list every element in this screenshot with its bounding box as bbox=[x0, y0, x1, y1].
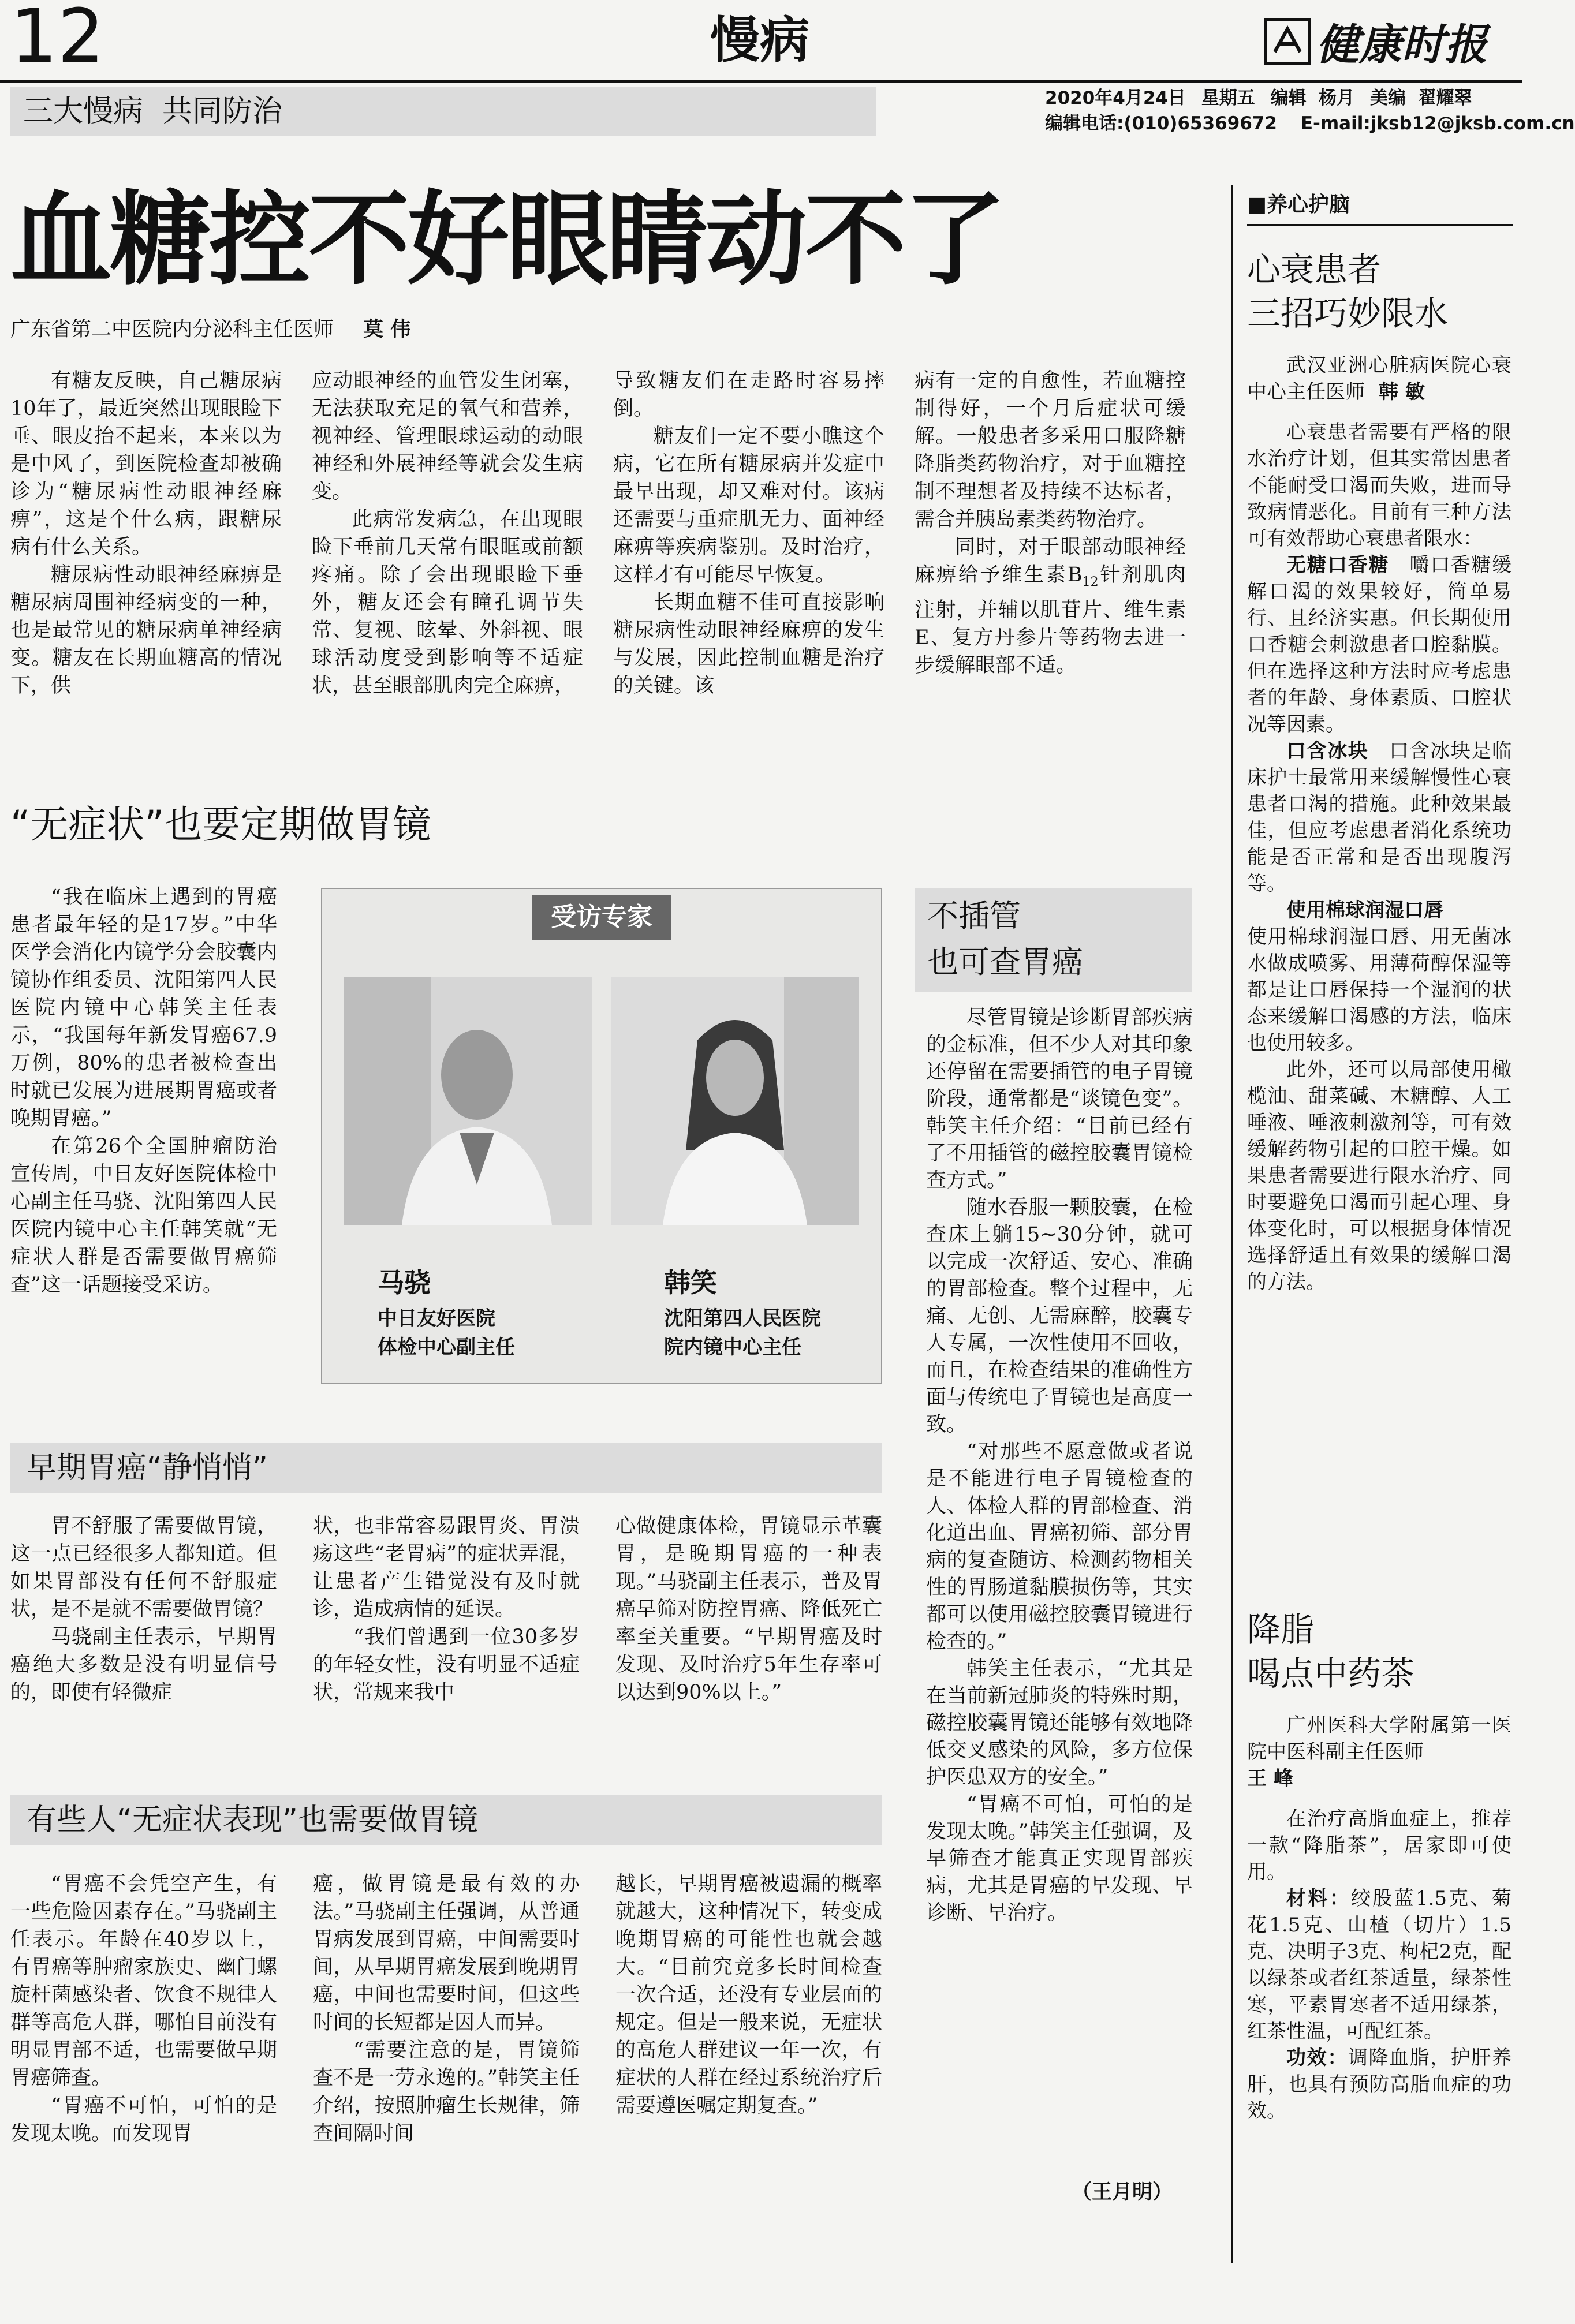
paragraph: 越长，早期胃癌被遗漏的概率就越大，这种情况下，转变成晚期胃癌的可能性也就会越大。“目前究竟多长时间检查一次合适，还没有专业层面的规定。但是一般来说，无症状的高危人群建议一年一次，有症状的人群在经过系统治疗后需要遵医嘱定期复查。” bbox=[615, 1873, 882, 2117]
paragraph: 在第26个全国肿瘤防治宣传周，中日友好医院体检中心副主任马骁、沈阳第四人民医院内镜中心主任韩笑就“无症状人群是否需要做胃癌筛查”这一话题接受采访。 bbox=[10, 1135, 277, 1296]
byline-org: 广东省第二中医院内分泌科主任医师 bbox=[10, 318, 334, 341]
person-icon bbox=[344, 977, 592, 1225]
method-1 bbox=[1247, 552, 1511, 738]
paragraph: “胃癌不会凭空产生，有一些危险因素存在。”马骁副主任表示。年龄在40岁以上，有胃癌等肿瘤家族史、幽门螺旋杆菌感染者、饮食不规律人群等高危人群，哪怕目前没有明显胃部不适，也需要做早期胃癌筛查。 bbox=[10, 1873, 277, 2090]
heart-byline-org: 武汉亚洲心脏病医院心衰中心主任医师 bbox=[1247, 354, 1511, 403]
lipid-materials bbox=[1247, 1885, 1511, 2045]
paragraph: 在治疗高脂血症上，推荐一款“降脂茶”，居家即可使用。 bbox=[1247, 1807, 1511, 1884]
expert1-org: 中日友好医院 bbox=[378, 1307, 495, 1330]
capsule-box-title-1: 不插管 bbox=[927, 898, 1021, 934]
vitamin-subscript: 12 bbox=[1082, 575, 1099, 589]
editor-email: E-mail:jksb12@jksb.com.cn bbox=[1300, 113, 1575, 134]
main-col-2 bbox=[312, 367, 583, 700]
paragraph: 病有一定的自愈性，若血糖控制得好，一个月后症状可缓解。一般患者多采用口服降糖降脂类药物治疗，对于血糖控制不理想者及持续不达标者，需合并胰岛素类药物治疗。 bbox=[915, 369, 1186, 531]
expert-label: 受访专家 bbox=[532, 895, 671, 940]
paragraph: “对那些不愿意做或者说是不能进行电子胃镜检查的人、体检人群的胃部检查、消化道出血、胃癌初筛、部分胃病的复查随访、检测药物相关性的胃肠道黏膜损伤等，其实都可以使用磁控胶囊胃镜进行检查的。” bbox=[926, 1440, 1193, 1653]
masthead-rule bbox=[0, 80, 1522, 83]
page-number: 12 bbox=[10, 0, 104, 80]
paragraph: 应动眼神经的血管发生闭塞，无法获取充足的氧气和营养，视神经、管理眼球运动的动眼神经和外展神经等就会发生病变。 bbox=[312, 369, 583, 503]
lipid-byline-author: 王 峰 bbox=[1247, 1767, 1293, 1790]
paragraph: 尽管胃镜是诊断胃部疾病的金标准，但不少人对其印象还停留在需要插管的电子胃镜阶段，通常都是“谈镜色变”。韩笑主任介绍：“目前已经有了不用插管的磁控胶囊胃镜检查方式。” bbox=[926, 1006, 1193, 1192]
byline-author: 莫 伟 bbox=[363, 318, 411, 341]
lipid-byline-author-row bbox=[1247, 1765, 1511, 1792]
vitamin-text: 同时，对于眼部动眼神经麻痹给予维生素B bbox=[915, 536, 1186, 586]
paragraph: “胃癌不可怕，可怕的是发现太晚。而发现胃 bbox=[10, 2094, 277, 2145]
expert2-name: 韩笑 bbox=[664, 1267, 717, 1298]
main-col-3 bbox=[613, 367, 884, 700]
gastro-intro bbox=[10, 883, 277, 1299]
sec1-col-3 bbox=[615, 1512, 882, 1706]
sidebar-rule bbox=[1247, 224, 1513, 226]
paragraph: 有糖友反映，自己糖尿病10年了，最近突然出现眼睑下垂、眼皮抬不起来，本来以为是中风了，到医院检查却被确诊为“糖尿病性动眼神经麻痹”，这是个什么病，跟糖尿病有什么关系。 bbox=[10, 369, 282, 559]
paragraph bbox=[915, 533, 1186, 679]
expert-photo-ma bbox=[344, 977, 592, 1225]
section-heading-early-cancer: 早期胃癌“静悄悄” bbox=[10, 1443, 882, 1493]
main-headline: 血糖控不好眼睛动不了 bbox=[10, 181, 1004, 299]
main-col-4 bbox=[915, 367, 1186, 679]
newspaper-logo bbox=[1263, 13, 1487, 70]
issue-designer: 美编 翟耀翠 bbox=[1369, 88, 1472, 109]
paragraph: 此外，还可以局部使用橄榄油、甜菜碱、木糖醇、人工唾液、唾液刺激剂等，可有效缓解药物引起的口腔干燥。如果患者需要进行限水治疗、同时要避免口渴而引起心理、身体变化时，可以根据身体情况选择舒适且有效果的缓解口渴的方法。 bbox=[1247, 1058, 1511, 1294]
contact-info bbox=[1045, 112, 1575, 135]
paragraph: 心做健康体检，胃镜显示革囊胃，是晚期胃癌的一种表现。”马骁副主任表示，普及胃癌早筛对防控胃癌、降低死亡率至关重要。“早期胃癌及时发现、及时治疗5年生存率可以达到90%以上。” bbox=[615, 1515, 882, 1704]
lipid-title-1: 降脂 bbox=[1247, 1610, 1315, 1649]
sidebar-heart-body bbox=[1247, 352, 1511, 1295]
issue-weekday: 星期五 bbox=[1201, 88, 1255, 109]
gastro-headline: “无症状”也要定期做胃镜 bbox=[10, 802, 431, 847]
issue-info bbox=[1045, 87, 1472, 110]
heart-byline-author: 韩 敏 bbox=[1379, 380, 1425, 403]
sec1-col-2 bbox=[313, 1512, 580, 1706]
issue-editor: 编辑 杨月 bbox=[1270, 88, 1355, 109]
expert1-title: 体检中心副主任 bbox=[378, 1336, 515, 1359]
effects-body: 调降血脂，护肝养肝，也具有预防高脂血症的功效。 bbox=[1247, 2046, 1512, 2123]
paragraph: 导致糖友们在走路时容易摔倒。 bbox=[613, 369, 884, 420]
method-3-body: 使用棉球润湿口唇、用无菌冰水做成喷雾、用薄荷醇保湿等都是让口唇保持一个湿润的状态来缓解口渴感的方法，临床也使用较多。 bbox=[1247, 925, 1511, 1055]
heart-title-1: 心衰患者 bbox=[1247, 250, 1382, 289]
expert-photo-han bbox=[611, 977, 859, 1225]
method-1-head: 无糖口香糖 bbox=[1286, 554, 1389, 577]
paragraph: “需要注意的是，胃镜筛查不是一劳永逸的。”韩笑主任介绍，按照肿瘤生长规律，筛查间隔时间 bbox=[313, 2039, 580, 2145]
paragraph: 长期血糖不佳可直接影响糖尿病性动眼神经麻痹的发生与发展，因此控制血糖是治疗的关键。该 bbox=[613, 591, 884, 697]
section-heading-no-symptoms: 有些人“无症状表现”也需要做胃镜 bbox=[10, 1795, 882, 1845]
paragraph: 韩笑主任表示，“尤其是在当前新冠肺炎的特殊时期，磁控胶囊胃镜还能够有效地降低交叉感染的风险，多方位保护医患双方的安全。” bbox=[926, 1657, 1193, 1789]
issue-date: 2020年4月24日 bbox=[1045, 88, 1186, 109]
paragraph: “我们曾遇到一位30多岁的年轻女性，没有明显不适症状，常规来我中 bbox=[313, 1626, 580, 1704]
heart-byline bbox=[1247, 352, 1511, 405]
paragraph: 随水吞服一颗胶囊，在检查床上躺15~30分钟，就可以完成一次舒适、安心、准确的胃部检查。整个过程中，无痛、无创、无需麻醉，胶囊专人专属，一次性使用不回收，而且，在检查结果的准确性方面与传统电子胃镜也是高度一致。 bbox=[926, 1196, 1193, 1436]
paragraph: 糖友们一定不要小瞧这个病，它在所有糖尿病并发症中最早出现，却又难对付。该病还需要与重症肌无力、面神经麻痹等疾病鉴别。及时治疗，这样才有可能尽早恢复。 bbox=[613, 425, 884, 586]
lipid-byline-org: 广州医科大学附属第一医院中医科副主任医师 bbox=[1247, 1714, 1511, 1763]
sec1-col-1 bbox=[10, 1512, 277, 1706]
logo-text: 健康时报 bbox=[1316, 20, 1487, 70]
lipid-title-2: 喝点中药茶 bbox=[1247, 1654, 1415, 1693]
main-byline bbox=[10, 315, 410, 344]
expert2-org: 沈阳第四人民医院 bbox=[664, 1307, 821, 1330]
paragraph: 胃不舒服了需要做胃镜，这一点已经很多人都知道。但如果胃部没有任何不舒服症状，是不是就不需要做胃镜？ bbox=[10, 1515, 277, 1621]
main-col-1 bbox=[10, 367, 282, 700]
paragraph: “胃癌不可怕，可怕的是发现太晚。”韩笑主任强调，及早筛查才能真正实现胃部疾病，尤其是胃癌的早发现、早诊断、早治疗。 bbox=[926, 1793, 1193, 1925]
method-3-head-text: 使用棉球润湿口唇 bbox=[1286, 899, 1443, 922]
sec2-col-1 bbox=[10, 1870, 277, 2147]
method-3-head bbox=[1247, 897, 1511, 924]
sec2-col-2 bbox=[313, 1870, 580, 2147]
materials-head: 材料： bbox=[1286, 1887, 1351, 1910]
method-2-body: 口含冰块是临床护士最常用来缓解慢性心衰患者口渴的措施。此种效果最佳，但应考虑患者消化系统功能是否正常和是否出现腹泻等。 bbox=[1247, 739, 1512, 895]
capsule-box-title-2: 也可查胃癌 bbox=[927, 944, 1083, 980]
paragraph: 癌，做胃镜是最有效的办法。”马骁副主任强调，从普通胃病发展到胃癌，中间需要时间，从早期胃癌发展到晚期胃癌，中间也需要时间，但这些时间的长短都是因人而异。 bbox=[313, 1873, 580, 2034]
method-2 bbox=[1247, 738, 1511, 897]
sidebar-divider bbox=[1231, 185, 1233, 2263]
method-1-body: 嚼口香糖缓解口渴的效果较好，简单易行、且经济实惠。但长期使用口香糖会刺激患者口腔黏膜。但在选择这种方法时应考虑患者的年龄、身体素质、口腔状况等因素。 bbox=[1247, 554, 1512, 736]
paragraph: 状，也非常容易跟胃炎、胃溃疡这些“老胃病”的症状弄混，让患者产生错觉没有及时就诊，造成病情的延误。 bbox=[313, 1515, 580, 1621]
logo-emblem-icon bbox=[1263, 17, 1312, 66]
lipid-effects bbox=[1247, 2045, 1511, 2124]
paragraph: 此病常发病急，在出现眼睑下垂前几天常有眼眶或前额疼痛。除了会出现眼睑下垂外，糖友还会有瞳孔调节失常、复视、眩晕、外斜视、眼球活动度受到影响等不适症状，甚至眼部肌肉完全麻痹， bbox=[312, 508, 583, 697]
paragraph: 糖尿病性动眼神经麻痹是糖尿病周围神经病变的一种，也是最常见的糖尿病单神经病变。糖友在长期血糖高的情况下，供 bbox=[10, 563, 282, 697]
vitamin-text-cont: 针剂肌肉注射，并辅以肌苷片、维生素E、复方丹参片等药物去进一步缓解眼部不适。 bbox=[915, 563, 1186, 677]
materials-body: 绞股蓝1.5克、菊花1.5克、山楂（切片）1.5克、决明子3克、枸杞2克，配以绿茶或者红茶适量，绿茶性寒，平素胃寒者不适用绿茶，红茶性温，可配红茶。 bbox=[1247, 1887, 1512, 2043]
paragraph: 心衰患者需要有严格的限水治疗计划，但其实常因患者不能耐受口渴而失败，进而导致病情恶化。目前有三种方法可有效帮助心衰患者限水： bbox=[1247, 421, 1511, 550]
capsule-box-body bbox=[926, 1004, 1193, 1927]
editor-phone: 编辑电话:(010)65369672 bbox=[1045, 113, 1278, 134]
reporter-credit: （王月明） bbox=[1072, 2181, 1173, 2204]
sec2-col-3 bbox=[615, 1870, 882, 2120]
column-tag: 三大慢病 共同防治 bbox=[23, 94, 283, 129]
expert1-name: 马骁 bbox=[378, 1267, 431, 1298]
paragraph: 马骁副主任表示，早期胃癌绝大多数是没有明显信号的，即使有轻微症 bbox=[10, 1626, 277, 1704]
heart-title-2: 三招巧妙限水 bbox=[1247, 294, 1449, 333]
person-icon bbox=[611, 977, 859, 1225]
sidebar-column-tag: ■养心护脑 bbox=[1247, 193, 1350, 216]
effects-head: 功效： bbox=[1286, 2046, 1348, 2069]
paragraph: “我在临床上遇到的胃癌患者最年轻的是17岁。”中华医学会消化内镜学分会胶囊内镜协作组委员、沈阳第四人民医院内镜中心韩笑主任表示，“我国每年新发胃癌67.9万例，80%的患者被检查出时就已发展为进展期胃癌或者晚期胃癌。” bbox=[10, 885, 277, 1130]
method-2-head: 口含冰块 bbox=[1286, 739, 1369, 763]
sidebar-lipid-body bbox=[1247, 1712, 1511, 2124]
section-name: 慢病 bbox=[710, 12, 809, 69]
expert2-title: 院内镜中心主任 bbox=[664, 1336, 801, 1359]
